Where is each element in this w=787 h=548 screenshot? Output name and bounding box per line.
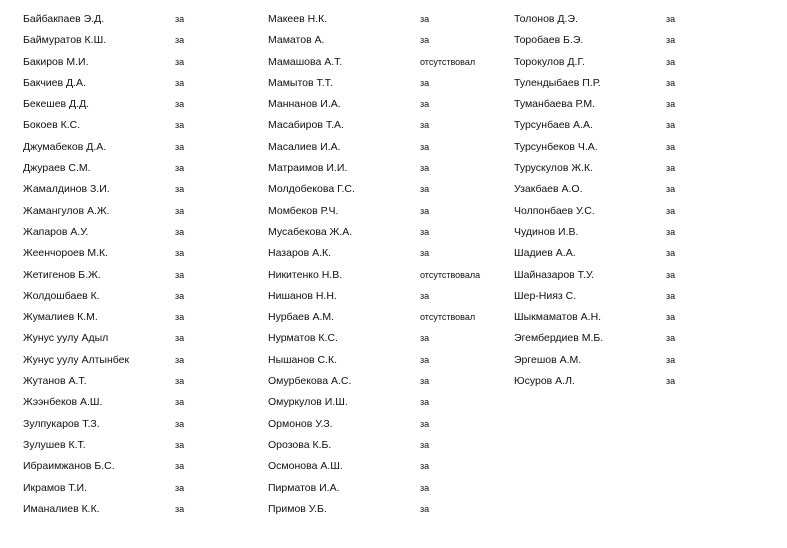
vote-result: за [175, 312, 185, 323]
vote-result: за [420, 141, 430, 152]
vote-result: за [175, 99, 185, 110]
vote-result: за [666, 14, 676, 24]
deputy-name: Бокоев К.С. [23, 119, 81, 132]
deputy-name: Бекешев Д.Д. [23, 98, 90, 111]
vote-result: за [666, 35, 676, 46]
deputy-name: Жолдошбаев К. [23, 289, 100, 302]
deputy-name: Бакчиев Д.А. [23, 76, 86, 89]
vote-result: за [666, 56, 676, 67]
vote-result: отсутствовала [420, 269, 481, 280]
deputy-name: Омурбекова А.С. [268, 375, 352, 388]
deputy-name: Нишанов Н.Н. [268, 289, 337, 302]
vote-result: за [175, 184, 185, 195]
vote-result: за [420, 184, 430, 195]
vote-result: за [420, 226, 430, 237]
deputy-name: Зулушев К.Т. [23, 438, 86, 451]
deputy-name: Торобаев Б.Э. [514, 34, 584, 47]
vote-result: за [420, 35, 430, 46]
deputy-name: Узакбаев А.О. [514, 183, 583, 196]
deputy-name: Макеев Н.К. [268, 13, 328, 25]
vote-result: за [175, 482, 185, 493]
deputy-name: Пирматов И.А. [268, 481, 340, 494]
vote-result: за [175, 205, 185, 216]
deputy-name: Орозова К.Б. [268, 438, 332, 451]
deputy-name: Масалиев И.А. [268, 140, 341, 153]
vote-result: отсутствовал [420, 56, 476, 67]
deputy-name: Джураев С.М. [23, 162, 91, 175]
vote-result: за [666, 99, 676, 110]
vote-result: за [175, 226, 185, 237]
vote-result: за [420, 482, 430, 493]
vote-result: за [420, 439, 430, 450]
vote-result: за [175, 290, 185, 301]
vote-result: за [666, 376, 676, 387]
deputy-name: Матраимов И.И. [268, 162, 348, 175]
vote-result: за [420, 120, 430, 131]
vote-result: за [420, 99, 430, 110]
vote-result: за [420, 503, 430, 514]
deputy-name: Шыкмаматов А.Н. [514, 311, 602, 324]
deputy-name: Икрамов Т.И. [23, 481, 88, 494]
deputy-name: Турсунбаев А.А. [514, 119, 593, 132]
deputy-name: Тулендыбаев П.Р. [514, 76, 601, 89]
vote-result: за [666, 290, 676, 301]
vote-result: за [420, 205, 430, 216]
deputy-name: Момбеков Р.Ч. [268, 204, 339, 217]
vote-result: за [175, 418, 185, 429]
vote-result: за [175, 354, 185, 365]
vote-result: за [420, 163, 430, 174]
vote-result: за [666, 354, 676, 365]
vote-result: за [175, 120, 185, 131]
vote-result: за [420, 461, 430, 472]
deputy-name: Шадиев А.А. [514, 247, 576, 260]
deputy-name: Турускулов Ж.К. [514, 162, 594, 175]
vote-result: за [175, 163, 185, 174]
deputy-name: Иманалиев К.К. [23, 502, 100, 515]
deputy-name: Ибраимжанов Б.С. [23, 460, 115, 473]
deputy-name: Мусабекова Ж.А. [268, 225, 353, 238]
vote-result: за [175, 503, 185, 514]
deputy-name: Чудинов И.В. [514, 225, 579, 238]
vote-result: за [666, 184, 676, 195]
vote-result: за [666, 141, 676, 152]
vote-result: за [420, 290, 430, 301]
deputy-name: Джумабеков Д.А. [23, 140, 107, 153]
deputy-name: Примов У.Б. [268, 502, 327, 515]
deputy-name: Жээнбеков А.Ш. [23, 396, 103, 409]
vote-result: за [175, 77, 185, 88]
deputy-name: Мамашова А.Т. [268, 55, 343, 68]
vote-result: за [420, 376, 430, 387]
deputy-name: Назаров А.К. [268, 247, 332, 260]
deputy-name: Никитенко Н.В. [268, 268, 343, 281]
deputy-name: Юсуров А.Л. [514, 375, 575, 388]
deputy-name: Шайназаров Т.У. [514, 268, 595, 281]
deputy-name: Жеенчороев М.К. [23, 247, 109, 260]
deputy-name: Бакиров М.И. [23, 55, 89, 68]
deputy-name: Жунус уулу Алтынбек [23, 353, 130, 366]
deputy-name: Байбакпаев Э.Д. [23, 13, 105, 25]
vote-result: за [666, 248, 676, 259]
deputy-name: Ормонов У.З. [268, 417, 333, 430]
deputy-name: Мамытов Т.Т. [268, 76, 333, 89]
deputy-name: Эгембердиев М.Б. [514, 332, 604, 345]
deputy-name: Нурматов К.С. [268, 332, 338, 345]
deputy-name: Жунус уулу Адыл [23, 332, 109, 345]
vote-result: за [420, 418, 430, 429]
deputy-name: Торокулов Д.Г. [514, 55, 585, 68]
vote-result: за [666, 333, 676, 344]
deputy-name: Эргешов А.М. [514, 353, 582, 366]
deputy-name: Осмонова А.Ш. [268, 460, 343, 473]
vote-result: за [666, 120, 676, 131]
vote-result: за [175, 439, 185, 450]
deputy-name: Жамангулов А.Ж. [23, 204, 110, 217]
vote-result: за [420, 354, 430, 365]
vote-result: за [666, 77, 676, 88]
deputy-name: Масабиров Т.А. [268, 119, 344, 132]
vote-result: за [666, 163, 676, 174]
deputy-name: Жетигенов Б.Ж. [23, 268, 101, 281]
vote-result: за [175, 376, 185, 387]
vote-result: за [175, 14, 185, 24]
deputy-name: Жамалдинов З.И. [23, 183, 110, 196]
vote-result: за [666, 312, 676, 323]
deputy-name: Жутанов А.Т. [23, 375, 87, 388]
deputy-name: Чолпонбаев У.С. [514, 204, 595, 217]
vote-result: за [175, 397, 185, 408]
deputy-name: Нышанов С.К. [268, 353, 338, 366]
deputy-name: Баймуратов К.Ш. [23, 34, 107, 47]
vote-result: за [175, 461, 185, 472]
deputy-name: Туманбаева Р.М. [514, 98, 596, 111]
vote-result: за [175, 35, 185, 46]
vote-result: за [420, 77, 430, 88]
deputy-name: Жумалиев К.М. [23, 311, 98, 324]
deputy-name: Омуркулов И.Ш. [268, 396, 348, 409]
deputy-name: Маннанов И.А. [268, 98, 341, 111]
vote-result: за [175, 269, 185, 280]
vote-result: за [175, 56, 185, 67]
vote-result: за [420, 333, 430, 344]
deputy-name: Маматов А. [268, 34, 325, 47]
vote-result: за [420, 397, 430, 408]
vote-result: за [666, 269, 676, 280]
vote-result: за [175, 333, 185, 344]
deputy-name: Шер-Нияз С. [514, 289, 577, 302]
vote-result: за [175, 248, 185, 259]
deputy-name: Нурбаев А.М. [268, 311, 335, 324]
vote-result: за [420, 14, 430, 24]
vote-result: за [666, 205, 676, 216]
vote-result: отсутствовал [420, 312, 476, 323]
vote-result: за [420, 248, 430, 259]
vote-result: за [175, 141, 185, 152]
vote-result: за [666, 226, 676, 237]
deputy-name: Толонов Д.Э. [514, 13, 578, 25]
deputy-name: Молдобекова Г.С. [268, 183, 355, 196]
deputy-name: Жапаров А.У. [23, 225, 89, 238]
deputy-name: Зулпукаров Т.З. [23, 417, 100, 430]
deputy-name: Турсунбеков Ч.А. [514, 140, 598, 153]
